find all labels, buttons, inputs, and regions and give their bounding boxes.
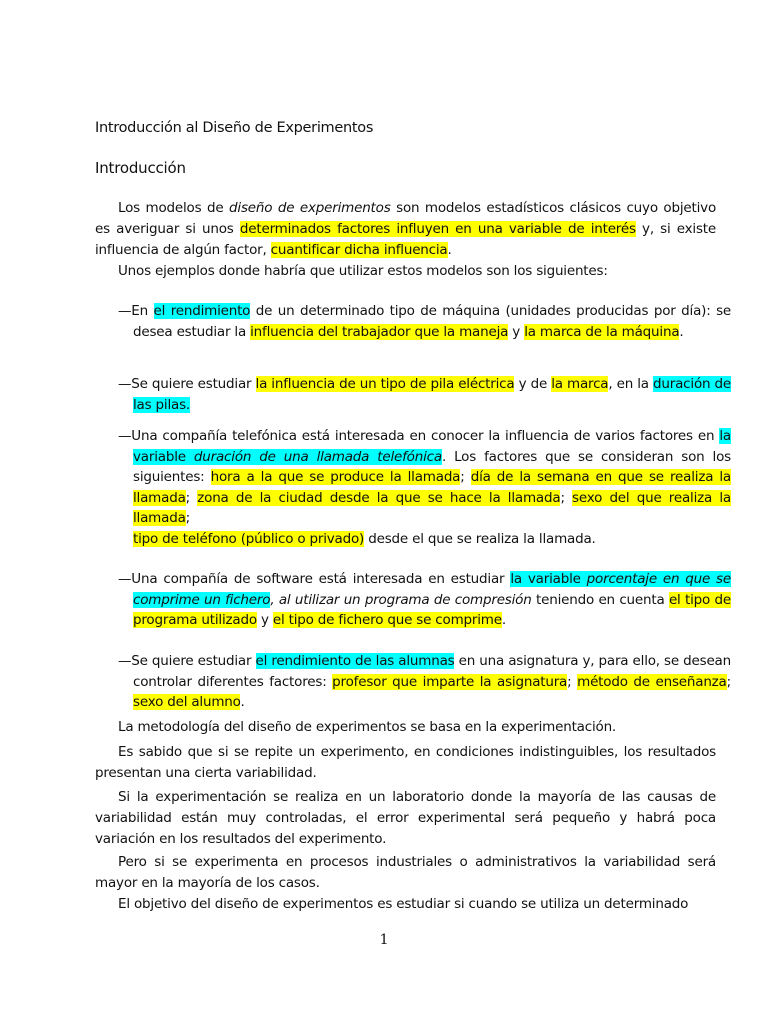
highlight: determinados factores influyen en una variable de interés [239, 221, 636, 237]
section-heading: Introducción [95, 159, 186, 177]
intro-paragraph: Los modelos de diseño de experimentos son modelos estadísticos clásicos cuyo objetivo es averiguar si unos determinados factores influyen en una variable de interés y, si existe influencia de algún factor, cuantificar dicha influencia. [95, 200, 717, 258]
highlight: la marca de la máquina [524, 323, 680, 340]
paragraph: Es sabido que si se repite un experimento, en condiciones indistinguibles, los resultados presentan una cierta variabilidad. [95, 744, 716, 781]
examples-intro: Unos ejemplos donde habría que utilizar estos modelos son los siguientes: [118, 263, 608, 279]
highlight: la marca [551, 376, 609, 392]
page-number: 1 [379, 932, 389, 948]
paragraph: Pero si se experimenta en procesos industriales o administrativos la variabilidad será mayor en la mayoría de los casos. [95, 854, 716, 891]
document-title: Introducción al Diseño de Experimentos [95, 120, 374, 136]
highlight: tipo de teléfono (público o privado) [133, 530, 365, 547]
highlight: la variable porcentaje en que se comprime un fichero [133, 571, 731, 608]
highlight: hora a la que se produce la llamada [210, 469, 461, 485]
highlight: día de la semana en que se realiza la llamada [133, 469, 731, 506]
highlight: el rendimiento de las alumnas [255, 653, 455, 669]
highlight: influencia del trabajador que la maneja [250, 323, 509, 340]
paragraph: La metodología del diseño de experimentos se basa en la experimentación. [118, 719, 617, 735]
list-item: —Una compañía de software está interesada en estudiar la variable porcentaje en que se comprime un fichero, al utilizar un programa de compresión teniendo en cuenta el tipo de programa utilizado y el tipo de fichero que se comprime. [118, 571, 731, 628]
highlight: el tipo de fichero que se comprime [272, 612, 502, 628]
list-item: —Se quiere estudiar el rendimiento de las alumnas en una asignatura y, para ello, se desean controlar diferentes factores: profesor que imparte la asignatura; método de enseñanza; sexo del alumno. [118, 653, 731, 710]
list-item: —Una compañía telefónica está interesada en conocer la influencia de varios factores en la variable duración de una llamada telefónica. Los factores que se consideran son los siguientes: hora a la que se produce la llamada; día de la semana en que se realiza la llamada; zona de la ciudad desde la que se hace la llamada; sexo del que realiza la llamada; tipo de teléfono (público o privado) desde el que se realiza la llamada. [118, 428, 731, 547]
highlight: la variable duración de una llamada telefónica [133, 428, 731, 465]
highlight: profesor que imparte la asignatura [332, 673, 568, 690]
highlight: cuantificar dicha influencia [270, 242, 448, 258]
highlight: sexo del alumno [133, 694, 241, 710]
highlight: el rendimiento [153, 303, 251, 319]
paragraph: El objetivo del diseño de experimentos es estudiar si cuando se utiliza un determinado [118, 896, 689, 912]
paragraph: Si la experimentación se realiza en un laboratorio donde la mayoría de las causas de variabilidad están muy controladas, el error experimental será pequeño y habrá poca variación en los resultados del experimento. [95, 789, 716, 847]
highlight: la influencia de un tipo de pila eléctrica [255, 376, 515, 392]
highlight: zona de la ciudad desde la que se hace la llamada [197, 489, 561, 506]
highlight: sexo del que realiza la llamada [133, 489, 731, 526]
highlight: duración de las pilas. [133, 376, 732, 413]
highlight: el tipo de programa utilizado [133, 591, 731, 628]
list-item: —Se quiere estudiar la influencia de un tipo de pila eléctrica y de la marca, en la duración de las pilas. [118, 376, 732, 413]
list-item: —En el rendimiento de un determinado tipo de máquina (unidades producidas por día): se desea estudiar la influencia del trabajador que la maneja y la marca de la máquina. [118, 303, 732, 340]
highlight: método de enseñanza [577, 673, 727, 690]
